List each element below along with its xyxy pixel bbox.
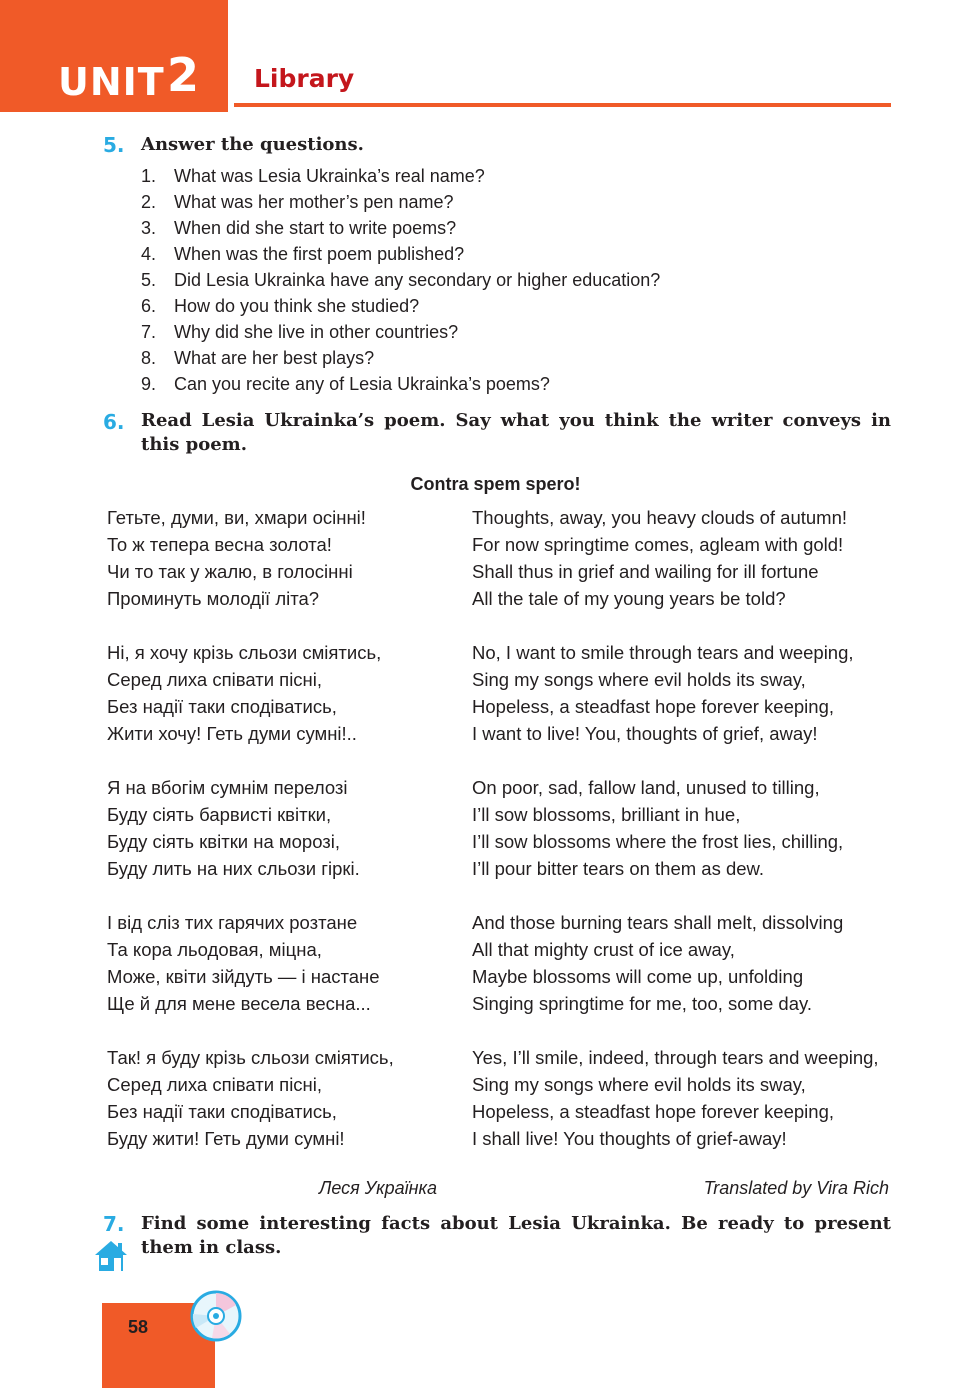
- poem-line: Серед лиха співати пісні,: [107, 669, 323, 690]
- unit-label: UNIT: [58, 60, 165, 104]
- question-text: When did she start to write poems?: [174, 218, 457, 238]
- poem-translator: Translated by Vira Rich: [703, 1178, 889, 1198]
- poem-line: То ж тепера весна золота!: [107, 534, 332, 555]
- poem-line: And those burning tears shall melt, dissolving: [472, 912, 844, 933]
- question-number: 6.: [141, 296, 157, 316]
- poem-line: I want to live! You, thoughts of grief, away!: [472, 723, 818, 744]
- question-number: 3.: [141, 218, 157, 238]
- poem-line: I’ll sow blossoms where the frost lies, chilling,: [472, 831, 844, 852]
- poem-line: Жити хочу! Геть думи сумні!..: [107, 723, 357, 744]
- poem-title: Contra spem spero!: [410, 474, 581, 494]
- question-text: What was Lesia Ukrainka’s real name?: [174, 166, 485, 186]
- poem-line: All the tale of my young years be told?: [472, 588, 786, 609]
- poem-stanza: [472, 504, 879, 612]
- poem-line: Так! я буду крізь сльози сміятись,: [107, 1047, 394, 1068]
- poem-line: On poor, sad, fallow land, unused to tilling,: [472, 777, 820, 798]
- question-number: 4.: [141, 244, 157, 264]
- poem-stanza: [107, 639, 394, 747]
- question-item: [141, 163, 660, 189]
- exercise-7-instruction: Find some interesting facts about Lesia Ukrainka. Be ready to present them in class.: [141, 1213, 891, 1258]
- poem-ukrainian: [107, 504, 394, 1179]
- question-item: [141, 293, 660, 319]
- poem-stanza: [107, 1044, 394, 1152]
- poem-line: Ні, я хочу крізь сльози сміятись,: [107, 642, 382, 663]
- exercise-6-instruction: Read Lesia Ukrainka’s poem. Say what you think the writer conveys in this poem.: [141, 410, 891, 455]
- poem-line: Yes, I’ll smile, indeed, through tears and weeping,: [472, 1047, 879, 1068]
- poem-line: Буду жити! Геть думи сумні!: [107, 1128, 345, 1149]
- header-divider: [234, 103, 891, 107]
- page-title: Library: [254, 64, 355, 93]
- question-item: [141, 267, 660, 293]
- question-text: When was the first poem published?: [174, 244, 465, 264]
- exercise-6-number: 6.: [103, 410, 125, 434]
- poem-line: Sing my songs where evil holds its sway,: [472, 669, 806, 690]
- poem-stanza: [472, 909, 879, 1017]
- poem-stanza: [472, 639, 879, 747]
- poem-line: For now springtime comes, agleam with gold!: [472, 534, 844, 555]
- poem-line: Hopeless, a steadfast hope forever keeping,: [472, 1101, 835, 1122]
- poem-stanza: [107, 909, 394, 1017]
- question-number: 9.: [141, 374, 157, 394]
- poem-line: Thoughts, away, you heavy clouds of autumn!: [472, 507, 848, 528]
- unit-number: 2: [167, 48, 200, 102]
- poem-stanza: [107, 774, 394, 882]
- poem-line: Та кора льодовая, міцна,: [107, 939, 322, 960]
- poem-line: Я на вбогім сумнім перелозі: [107, 777, 348, 798]
- poem-line: Hopeless, a steadfast hope forever keeping,: [472, 696, 835, 717]
- poem-line: Без надії таки сподіватись,: [107, 1101, 337, 1122]
- poem-line: Буду лить на них сльози гіркі.: [107, 858, 360, 879]
- poem-line: Чи то так у жалю, в голосінні: [107, 561, 353, 582]
- poem-stanza: [472, 1044, 879, 1152]
- poem-line: No, I want to smile through tears and weeping,: [472, 642, 854, 663]
- poem-line: Maybe blossoms will come up, unfolding: [472, 966, 804, 987]
- question-text: Why did she live in other countries?: [174, 322, 459, 342]
- question-text: Can you recite any of Lesia Ukrainka’s poems?: [174, 374, 550, 394]
- poem-stanza: [107, 504, 394, 612]
- poem-line: Singing springtime for me, too, some day.: [472, 993, 813, 1014]
- question-text: How do you think she studied?: [174, 296, 420, 316]
- question-item: [141, 319, 660, 345]
- question-number: 5.: [141, 270, 157, 290]
- poem-stanza: [472, 774, 879, 882]
- poem-line: Shall thus in grief and wailing for ill fortune: [472, 561, 819, 582]
- poem-line: Буду сіять барвисті квітки,: [107, 804, 332, 825]
- poem-line: Буду сіять квітки на морозі,: [107, 831, 341, 852]
- question-text: What are her best plays?: [174, 348, 375, 368]
- question-item: [141, 189, 660, 215]
- exercise-5-instruction: Answer the questions.: [141, 134, 364, 155]
- cd-icon: [190, 1290, 242, 1342]
- question-number: 1.: [141, 166, 157, 186]
- question-item: [141, 215, 660, 241]
- poem-line: Гетьте, думи, ви, хмари осінні!: [107, 507, 366, 528]
- poem-line: Ще й для мене весела весна...: [107, 993, 371, 1014]
- poem-english: [472, 504, 879, 1179]
- poem-line: I’ll sow blossoms, brilliant in hue,: [472, 804, 741, 825]
- question-text: What was her mother’s pen name?: [174, 192, 454, 212]
- poem-line: Може, квіти зійдуть — і настане: [107, 966, 380, 987]
- question-number: 7.: [141, 322, 157, 342]
- poem-line: Без надії таки сподіватись,: [107, 696, 337, 717]
- exercise-7-number: 7.: [103, 1212, 125, 1236]
- poem-line: Sing my songs where evil holds its sway,: [472, 1074, 806, 1095]
- question-text: Did Lesia Ukrainka have any secondary or higher education?: [174, 270, 661, 290]
- home-icon: [94, 1240, 128, 1272]
- question-item: [141, 345, 660, 371]
- poem-line: Серед лиха співати пісні,: [107, 1074, 323, 1095]
- poem-line: І від сліз тих гарячих розтане: [107, 912, 358, 933]
- poem-author: Леся Українка: [319, 1178, 438, 1198]
- poem-line: Проминуть молодії літа?: [107, 588, 320, 609]
- poem-line: I shall live! You thoughts of grief-away!: [472, 1128, 787, 1149]
- question-list: [141, 163, 660, 397]
- poem-line: I’ll pour bitter tears on them as dew.: [472, 858, 765, 879]
- question-item: [141, 371, 660, 397]
- question-number: 8.: [141, 348, 157, 368]
- exercise-5-number: 5.: [103, 133, 125, 157]
- page-number: 58: [128, 1317, 149, 1337]
- poem-line: All that mighty crust of ice away,: [472, 939, 735, 960]
- question-number: 2.: [141, 192, 157, 212]
- question-item: [141, 241, 660, 267]
